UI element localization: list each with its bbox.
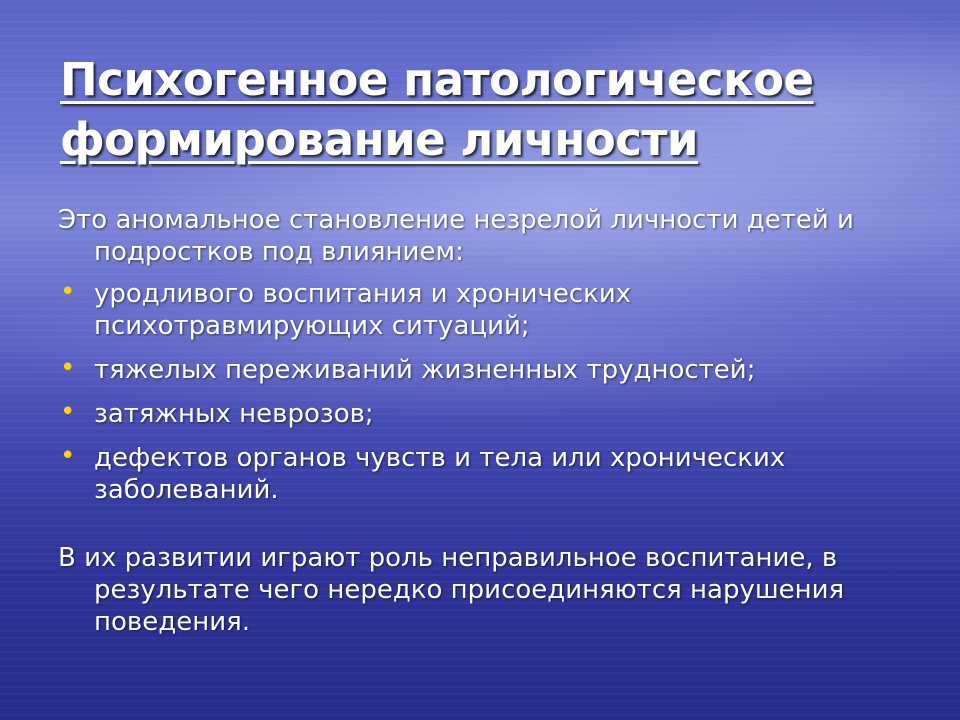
slide-title-line-2: формирование личности bbox=[60, 113, 699, 166]
bullet-list bbox=[58, 278, 928, 506]
slide-body bbox=[58, 204, 928, 638]
bullet-item bbox=[58, 398, 928, 430]
slide-title bbox=[60, 50, 920, 170]
bullet-text: затяжных неврозов; bbox=[94, 399, 374, 429]
bullet-item bbox=[58, 354, 928, 386]
intro-paragraph: Это аномальное становление незрелой личности детей и подростков под влиянием: bbox=[58, 205, 854, 267]
bullet-dot-icon: • bbox=[60, 353, 76, 383]
bullet-text: тяжелых переживаний жизненных трудностей; bbox=[94, 355, 756, 385]
bullet-text: уродливого воспитания и хронических психотравмирующих ситуаций; bbox=[94, 279, 632, 341]
bullet-dot-icon: • bbox=[60, 397, 76, 427]
closing-paragraph: В их развитии играют роль неправильное воспитание, в результате чего нередко присоединяются нарушения поведения. bbox=[58, 543, 845, 637]
bullet-item bbox=[58, 442, 928, 506]
slide-title-line-1: Психогенное патологическое bbox=[60, 53, 814, 106]
bullet-dot-icon: • bbox=[60, 441, 76, 471]
bullet-text: дефектов органов чувств и тела или хронических заболеваний. bbox=[94, 443, 786, 505]
bullet-dot-icon: • bbox=[60, 277, 76, 307]
bullet-item bbox=[58, 278, 928, 342]
